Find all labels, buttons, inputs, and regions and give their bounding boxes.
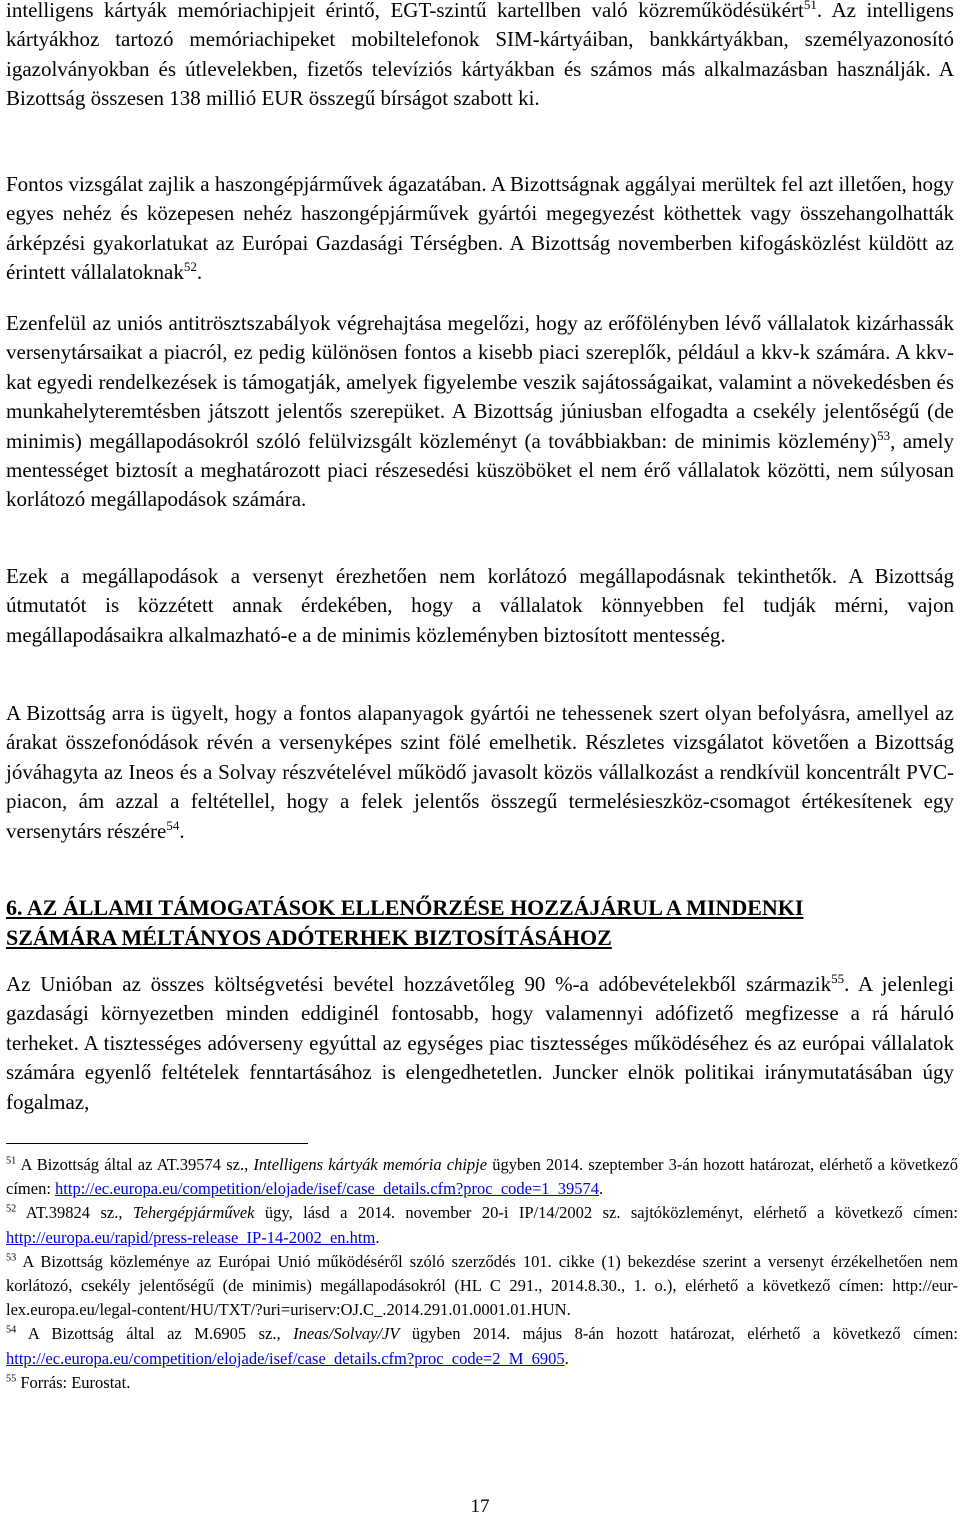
paragraph-de-minimis-guidance	[6, 562, 954, 650]
footnote-link[interactable]: http://ec.europa.eu/competition/elojade/isef/case_details.cfm?proc_code=1_39574	[55, 1179, 600, 1199]
page-number: 17	[470, 1496, 490, 1517]
footnote-separator	[6, 1143, 308, 1144]
footnotes	[6, 1153, 958, 1395]
footnote-52	[6, 1201, 958, 1249]
footnote-link[interactable]: http://europa.eu/rapid/press-release_IP-14-2002_en.htm	[6, 1227, 376, 1247]
footnote-text: Forrás: Eurostat.	[16, 1372, 131, 1392]
footnote-text: .	[599, 1179, 604, 1199]
footnote-case-name: Ineas/Solvay/JV	[293, 1324, 400, 1344]
footnote-number: 55	[6, 1373, 17, 1385]
footnote-text: AT.39824 sz.,	[16, 1203, 133, 1223]
section-heading	[6, 893, 954, 953]
paragraph-ineos-solvay	[6, 699, 954, 846]
footnote-case-name: Tehergépjárművek	[132, 1203, 255, 1223]
paragraph-intelligent-cards	[6, 0, 954, 114]
footnote-ref[interactable]: 52	[183, 259, 197, 275]
footnote-number: 51	[6, 1155, 17, 1167]
paragraph-commercial-vehicles	[6, 170, 954, 288]
footnote-link[interactable]: http://ec.europa.eu/competition/elojade/isef/case_details.cfm?proc_code=2_M_6905	[6, 1348, 565, 1368]
footnote-text: A Bizottság által az AT.39574 sz.,	[16, 1155, 254, 1174]
paragraph-text: intelligens kártyák memóriachipjeit érintő, EGT-szintű kartellben való közreműködésükért	[6, 0, 804, 22]
footnote-number: 53	[6, 1252, 17, 1264]
footnote-number: 54	[6, 1324, 17, 1336]
paragraph-text: .	[196, 260, 203, 285]
footnote-text: .	[564, 1348, 569, 1368]
section-heading-line: SZÁMÁRA MÉLTÁNYOS ADÓTERHEK BIZTOSÍTÁSÁHOZ	[6, 925, 612, 950]
paragraph-text: Ezenfelül az uniós antitrösztszabályok végrehajtása megelőzi, hogy az erőfölényben lévő vállalatok kizárhassák versenytársaikat a piacról, ez pedig különösen fontos a kisebb piaci szereplők, például a kkv-k számára. A kkv-kat egyedi rendelkezések is támogatják, amelyek figyelembe veszik sajátosságaikat, valamint a növekedésben és munkahelyteremtésben játszott jelentős szerepüket. A Bizottság júniusban elfogadta a csekély jelentőségű (de minimis) megállapodásokról szóló felülvizsgált közleményt (a továbbiakban: de minimis közlemény)	[6, 311, 954, 453]
paragraph-text: Fontos vizsgálat zajlik a haszongépjárművek ágazatában. A Bizottságnak aggályai merültek fel azt illetően, hogy egyes nehéz és közepesen nehéz haszongépjárművek gyártói megegyezést köthettek vagy összehangolhatták árképzési gyakorlatukat az Európai Gazdasági Térségben. A Bizottság novemberben kifogásközlést küldött az érintett vállalatoknak	[6, 172, 954, 285]
footnote-text: .	[375, 1227, 380, 1247]
footnote-ref[interactable]: 54	[166, 817, 180, 833]
paragraph-text: A Bizottság arra is ügyelt, hogy a fontos alapanyagok gyártói ne tehessenek szert olyan befolyásra, amellyel az árakat összefonódások révén a versenyképes szint fölé emelhetik. Részletes vizsgálatot követően a Bizottság jóváhagyta az Ineos és a Solvay részvételével működő javasolt közös vállalkozást a rendkívül koncentrált PVC-piacon, ám azzal a feltétellel, hogy a felek jelentős összegű termelésieszköz-csomagot értékesítenek egy versenytárs részére	[6, 701, 954, 843]
paragraph-text: .	[179, 818, 185, 843]
footnote-text: ügy, lásd a 2014. november 20-i IP/14/2002 sz. sajtóközleményt, elérhető a következő címen:	[254, 1203, 958, 1223]
footnote-text: A Bizottság által az M.6905 sz.,	[16, 1324, 294, 1344]
footnote-54	[6, 1322, 958, 1370]
footnote-ref[interactable]: 55	[831, 971, 845, 986]
footnote-text: ügyben 2014. május 8-án hozott határozat, elérhető a következő címen:	[399, 1324, 958, 1344]
paragraph-text: . A jelenlegi gazdasági környezetben minden eddiginél fontosabb, hogy valamennyi adófizető megfizesse a rá háruló terheket. A tisztességes adóverseny egyúttal az egységes piac tisztességes működéséhez és az európai vállalatok számára egyenlő feltételek fenntartásához is elengedhetetlen. Juncker elnök politikai iránymutatásában úgy fogalmaz,	[6, 972, 954, 1114]
footnote-case-name: Intelligens kártyák memória chipje	[253, 1155, 488, 1174]
paragraph-text: Ezek a megállapodások a versenyt érezhetően nem korlátozó megállapodásnak tekinthetők. A Bizottság útmutatót is közzétett annak érdekében, hogy a vállalatok könnyebben fel tudják mérni, vajon megállapodásaikra alkalmazható-e a de minimis közleményben biztosított mentesség.	[6, 564, 954, 647]
footnote-text: A Bizottság közleménye az Európai Unió működéséről szóló szerződés 101. cikke (1) bekezdése szerint a versenyt érzékelhetően nem korlátozó, csekély jelentőségű (de minimis) megállapodásokról (HL C 291., 2014.8.30., 1. o.), elérhető a következő címen: http://eur-lex.europa.eu/legal-content/HU/TXT/?uri=uriserv:OJ.C_.2014.291.01.0001.01.HUN.	[6, 1251, 958, 1320]
footnote-text: ügyben 2014. szeptember 3-án hozott határozat, elérhető a következő címen:	[6, 1155, 958, 1199]
paragraph-text: Az Unióban az összes költségvetési bevétel hozzávetőleg 90 %-a adóbevételekből származik	[6, 972, 832, 996]
footnote-55	[6, 1371, 958, 1395]
footnote-ref[interactable]: 53	[877, 427, 891, 443]
footnote-51	[6, 1153, 958, 1201]
footnote-ref[interactable]: 51	[803, 0, 817, 12]
footnote-53	[6, 1250, 958, 1323]
paragraph-antitrust-sme	[6, 309, 954, 515]
footnote-number: 52	[6, 1203, 17, 1215]
paragraph-text: , amely mentességet biztosít a meghatározott piaci részesedési küszöböket el nem érő vállalatok közötti, nem súlyosan korlátozó megállapodások számára.	[6, 428, 955, 512]
section-heading-line: 6. AZ ÁLLAMI TÁMOGATÁSOK ELLENŐRZÉSE HOZZÁJÁRUL A MINDENKI	[6, 895, 804, 920]
paragraph-text: . Az intelligens kártyákhoz tartozó memóriachipeket mobiltelefonok SIM-kártyáiban, bankkártyákban, személyazonosító igazolványokban és útlevelekben, fizetős televíziós kártyákban és számos más alkalmazásban használják. A Bizottság összesen 138 millió EUR összegű bírságot szabott ki.	[6, 0, 954, 111]
paragraph-tax-revenue	[6, 970, 954, 1117]
